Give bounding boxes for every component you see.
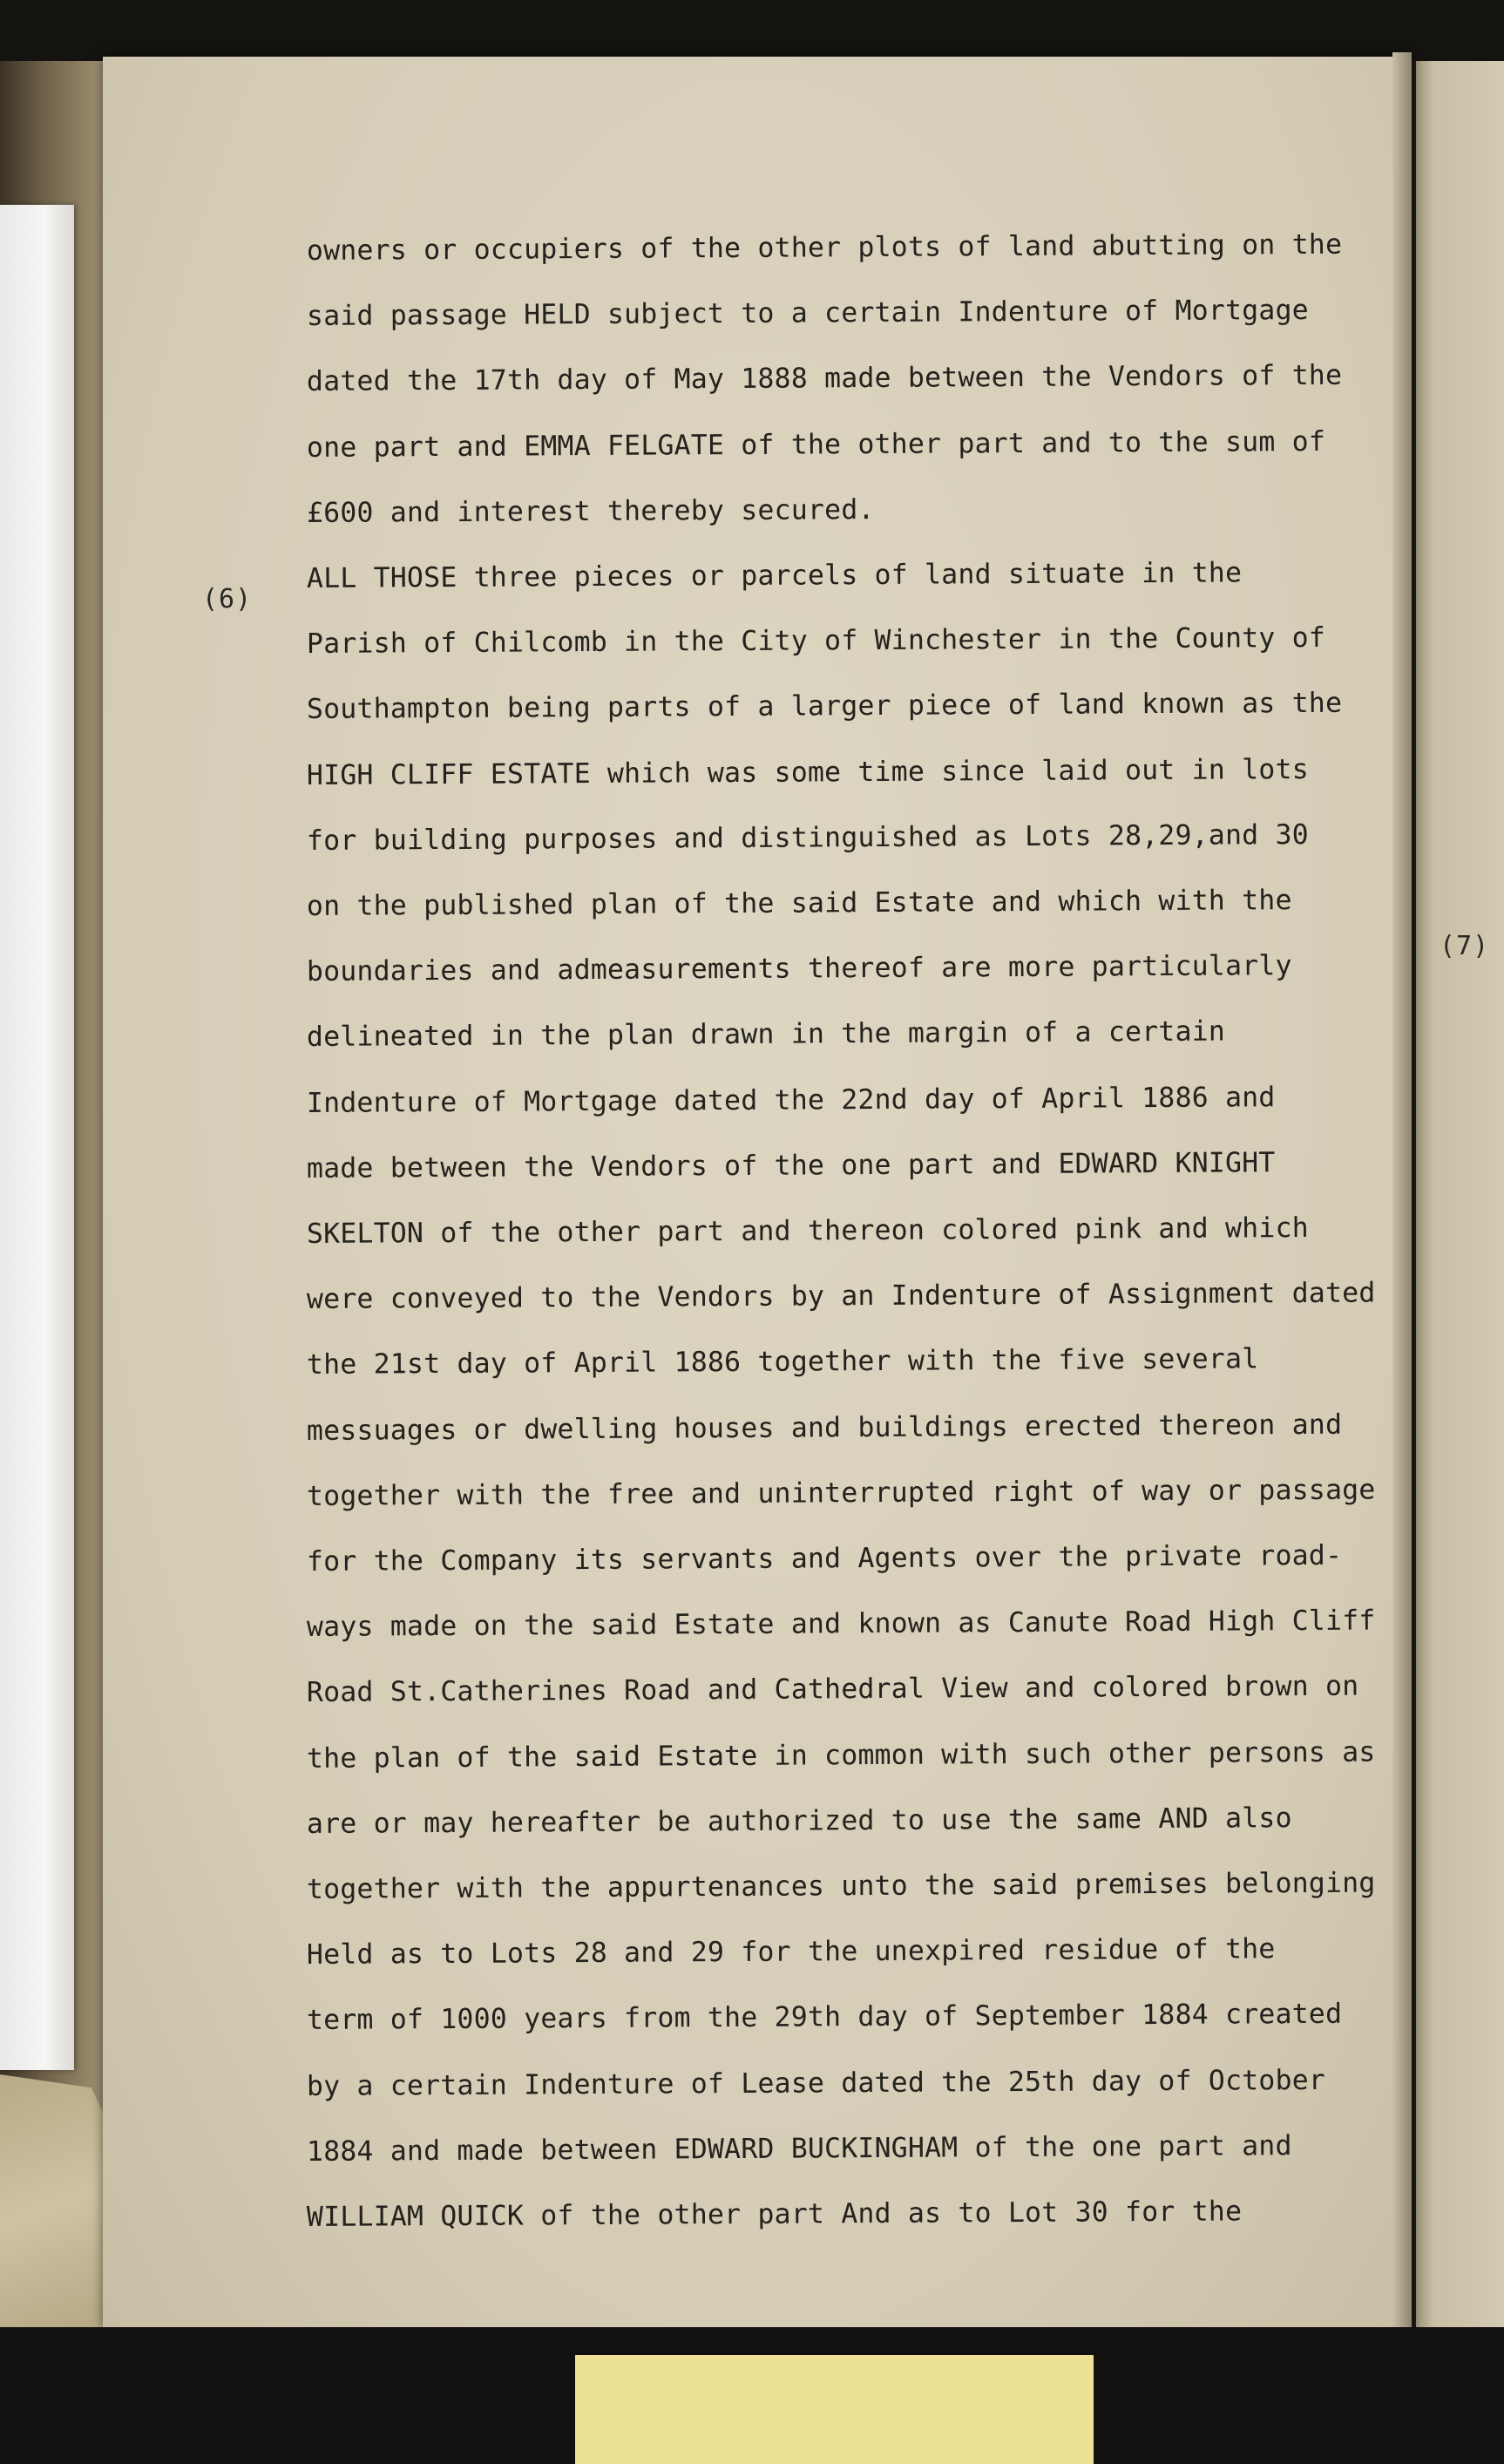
yellow-page-marker (575, 2355, 1094, 2464)
text-line: the 21st day of April 1886 together with the five several (306, 1343, 1259, 1381)
text-line: delineated in the plan drawn in the margin of a certain (306, 1015, 1226, 1054)
text-line: for building purposes and distinguished as Lots 28,29,and 30 (306, 818, 1309, 857)
page-gutter-shadow (1392, 52, 1412, 2327)
text-line: made between the Vendors of the one part and EDWARD KNIGHT (306, 1147, 1276, 1184)
text-line: Road St.Catherines Road and Cathedral View and colored brown on (306, 1671, 1359, 1709)
margin-note-right: (7) (1440, 931, 1490, 961)
text-line: for the Company its servants and Agents over the private road- (306, 1539, 1343, 1578)
text-line: Parish of Chilcomb in the City of Winchester in the County of (306, 622, 1326, 661)
text-line: WILLIAM QUICK of the other part And as to Lot 30 for the (306, 2196, 1243, 2233)
text-line: ALL THOSE three pieces or parcels of land situate in the (306, 557, 1243, 594)
document-page (103, 57, 1412, 2327)
text-line: 1884 and made between EDWARD BUCKINGHAM of the one part and (306, 2129, 1292, 2168)
text-line: HIGH CLIFF ESTATE which was some time since laid out in lots (306, 753, 1309, 791)
inserted-sheet (0, 205, 74, 2070)
text-line: ways made on the said Estate and known as Canute Road High Cliff (306, 1605, 1376, 1644)
text-line: £600 and interest thereby secured. (306, 493, 875, 529)
text-line: dated the 17th day of May 1888 made between the Vendors of the (306, 360, 1343, 398)
text-line: together with the free and uninterrupted right of way or passage (306, 1474, 1376, 1512)
text-line: Southampton being parts of a larger piece of land known as the (306, 688, 1343, 726)
text-line: said passage HELD subject to a certain Indenture of Mortgage (306, 295, 1309, 333)
text-line: were conveyed to the Vendors by an Indenture of Assignment dated (306, 1277, 1376, 1316)
text-line: on the published plan of the said Estate and which with the (306, 885, 1292, 922)
text-line: SKELTON of the other part and thereon colored pink and which (306, 1212, 1309, 1250)
text-line: together with the appurtenances unto the said premises belonging (306, 1867, 1376, 1905)
text-line: owners or occupiers of the other plots of land abutting on the (306, 228, 1343, 267)
text-line: are or may hereafter be authorized to use the same AND also (306, 1802, 1292, 1840)
text-line: the plan of the said Estate in common with such other persons as (306, 1736, 1376, 1775)
scan-top-border (0, 0, 1504, 61)
text-line: Held as to Lots 28 and 29 for the unexpired residue of the (306, 1933, 1276, 1972)
text-line: one part and EMMA FELGATE of the other part and to the sum of (306, 425, 1326, 464)
text-line: by a certain Indenture of Lease dated the 25th day of October (306, 2064, 1326, 2102)
text-line: messuages or dwelling houses and buildings erected thereon and (306, 1408, 1343, 1447)
text-line: term of 1000 years from the 29th day of September 1884 created (306, 1999, 1343, 2037)
facing-page-edge (1416, 61, 1504, 2406)
margin-note-left: (6) (202, 584, 253, 614)
text-line: boundaries and admeasurements thereof are more particularly (306, 950, 1292, 988)
text-line: Indenture of Mortgage dated the 22nd day of April 1886 and (306, 1081, 1276, 1119)
